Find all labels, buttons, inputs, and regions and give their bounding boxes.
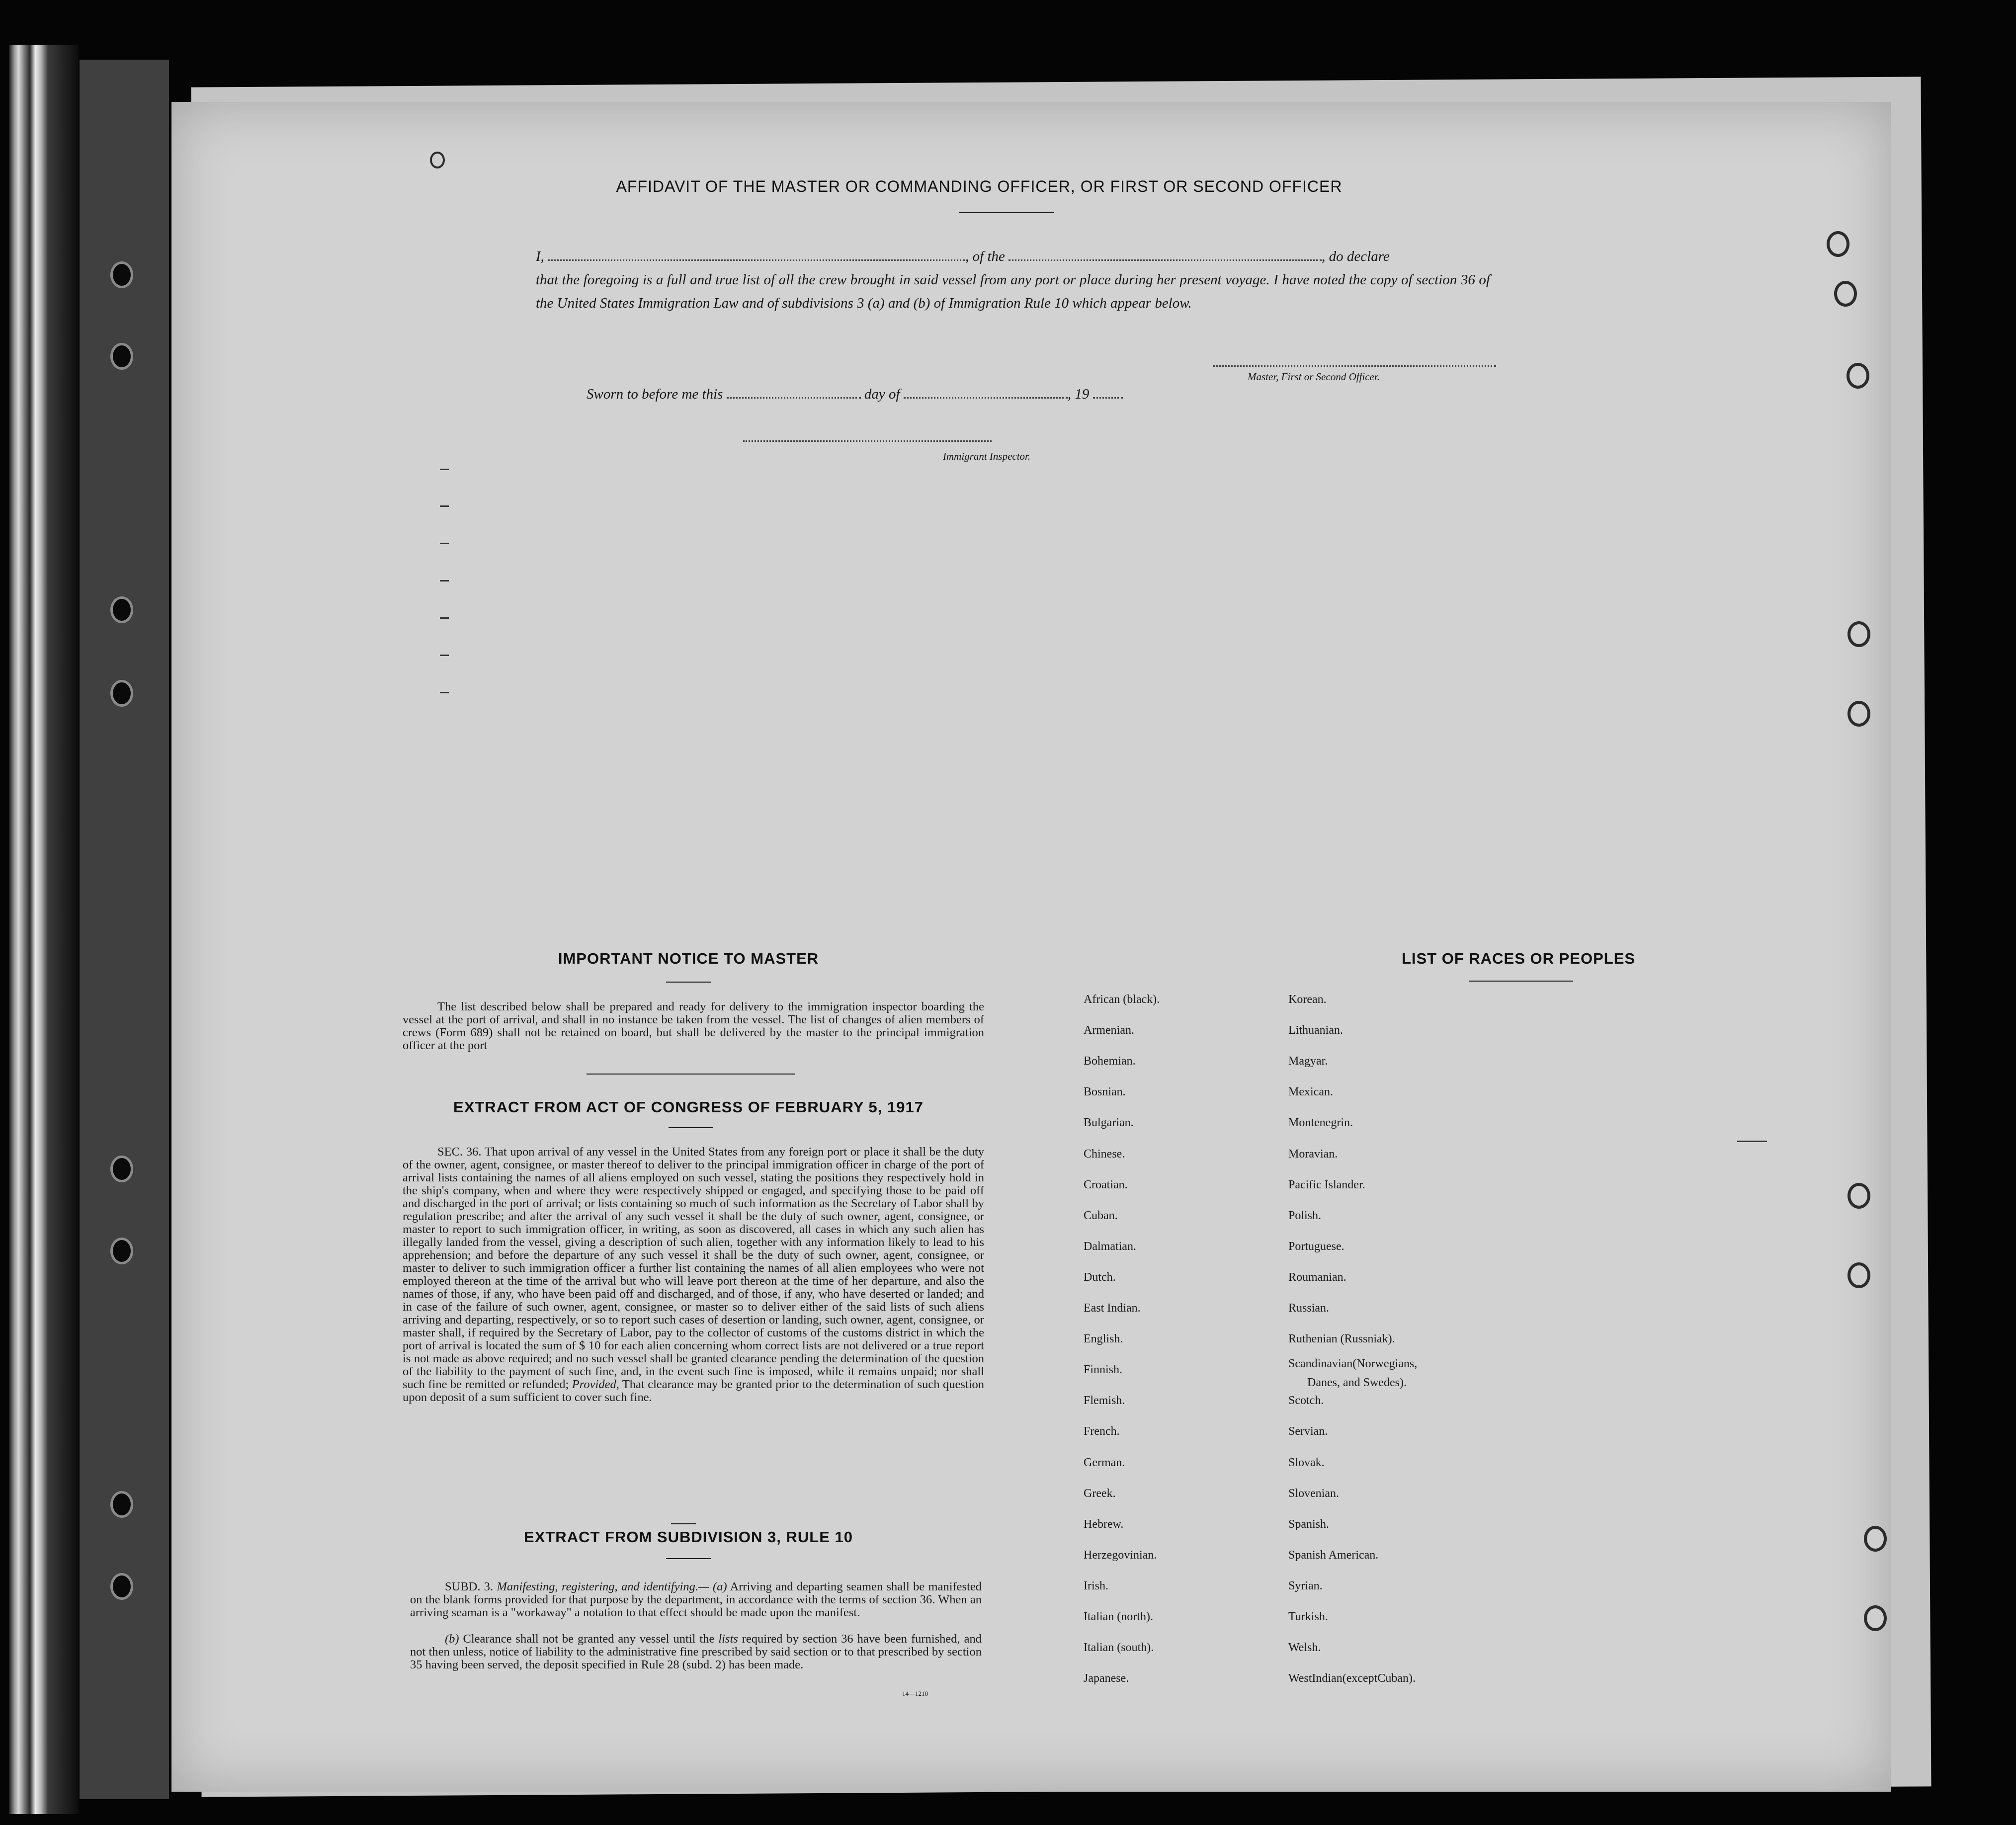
sworn-line [587, 386, 1123, 403]
act-title: EXTRACT FROM ACT OF CONGRESS OF FEBRUARY 5, 1917 [453, 1098, 924, 1116]
year-prefix: , 19 [1067, 386, 1090, 402]
punch-ring [1847, 363, 1869, 389]
punch-ring [1827, 231, 1849, 257]
race-entry: WestIndian(exceptCuban). [1288, 1672, 1416, 1685]
subd-a-text: Arriving and departing seamen shall be manifested on the blank forms provided for that purpose by the department, in accordance with the terms of section 36. When an arriving seaman is a "workaway" a notation to that effect should be made upon the manifest. [410, 1580, 982, 1619]
act-section-36 [403, 1146, 984, 1404]
form-sheet [171, 102, 1891, 1792]
section-text-end: That clearance may be granted prior to the determination of such question upon deposit of a sum sufficient to cover such fine. [403, 1378, 985, 1404]
race-entry: Slovenian. [1288, 1487, 1339, 1500]
affidavit-body: that the foregoing is a full and true list of all the crew brought in said vessel from any port or place during her present voyage. I have noted the copy of section 36 of the United States Immigration Law and of subdivisions 3 (a) and (b) of Immigration Rule 10 which appear below. [536, 272, 1490, 311]
race-entry: Syrian. [1288, 1579, 1323, 1592]
sworn-year-field[interactable] [1093, 397, 1123, 399]
binder-hole [110, 261, 133, 288]
rule-title: EXTRACT FROM SUBDIVISION 3, RULE 10 [524, 1528, 853, 1546]
race-entry: Welsh. [1288, 1641, 1321, 1655]
notice-title: IMPORTANT NOTICE TO MASTER [558, 950, 819, 967]
race-entry: Cuban. [1084, 1209, 1118, 1222]
sworn-text: Sworn to before me this [587, 386, 723, 402]
form-number: 14—1210 [902, 1690, 928, 1697]
margin-dash [440, 692, 449, 693]
subd-b-label: (b) [445, 1632, 459, 1646]
binder-hole [110, 680, 133, 707]
race-entry: Pacific Islander. [1288, 1178, 1365, 1191]
race-entry: Chinese. [1084, 1147, 1125, 1161]
notice-text: The list described below shall be prepared and ready for delivery to the immigration inspector boarding the vessel at the port of arrival, and shall in no instance be taken from the vessel. The list of changes of alien members of crews (Form 689) shall not be retained on board, but shall be delivered by the master to the principal immigration officer at the port [403, 1000, 984, 1052]
race-entry: African (black). [1084, 993, 1160, 1006]
race-entry: Polish. [1288, 1209, 1322, 1222]
race-entry: Russian. [1288, 1302, 1330, 1315]
punch-ring [1834, 281, 1857, 307]
punch-ring [1864, 1526, 1887, 1552]
race-entry: Armenian. [1084, 1024, 1134, 1037]
race-entry: Korean. [1288, 993, 1327, 1006]
punch-ring [1848, 1183, 1870, 1209]
race-entry: Japanese. [1084, 1672, 1129, 1685]
declarant-name-field[interactable] [548, 259, 965, 261]
inspector-label: Immigrant Inspector. [943, 450, 1031, 462]
subd-heading: Manifesting, registering, and identifying.— (a) [497, 1580, 727, 1593]
race-entry: Greek. [1084, 1487, 1116, 1500]
rule-underline [666, 1558, 711, 1559]
declare-text: , do declare [1322, 249, 1390, 264]
officer-signature-line[interactable] [1213, 365, 1496, 367]
margin-dash [440, 655, 449, 656]
race-entry: Herzegovinian. [1084, 1548, 1157, 1562]
race-entry: Bulgarian. [1084, 1116, 1134, 1130]
affidavit-title: AFFIDAVIT OF THE MASTER OR COMMANDING OFFICER, OR FIRST OR SECOND OFFICER [616, 177, 1343, 195]
margin-dash [440, 580, 449, 581]
race-entry: German. [1084, 1456, 1125, 1469]
race-entry: Scandinavian(Norwegians, [1288, 1357, 1418, 1371]
sworn-day-field[interactable] [727, 397, 861, 399]
race-entry: Croatian. [1084, 1178, 1128, 1191]
act-underline [669, 1127, 713, 1128]
sworn-month-field[interactable] [904, 397, 1068, 399]
race-entry: English. [1084, 1332, 1123, 1346]
margin-dash [440, 617, 449, 619]
races-underline [1469, 981, 1573, 982]
race-entry: Dalmatian. [1084, 1240, 1136, 1253]
vessel-prefix: , of the [965, 249, 1005, 264]
race-entry: Finnish. [1084, 1363, 1123, 1377]
race-entry: Portuguese. [1288, 1240, 1344, 1253]
margin-dash [440, 505, 449, 507]
race-entry: Bosnian. [1084, 1085, 1126, 1099]
race-entry: Montenegrin. [1288, 1116, 1353, 1130]
rule-subdivision-a [410, 1580, 982, 1619]
subd-label: SUBD. 3. [445, 1580, 494, 1593]
subd-b-text-pre: Clearance shall not be granted any vessel until the [463, 1632, 715, 1646]
race-entry: Hebrew. [1084, 1517, 1124, 1531]
section-divider [671, 1523, 696, 1524]
day-of-text: day of [864, 386, 900, 402]
race-entry: French. [1084, 1425, 1120, 1438]
punch-ring [1848, 1262, 1870, 1288]
section-divider [587, 1074, 795, 1075]
margin-dash [440, 543, 449, 544]
binder-spine [9, 45, 79, 1814]
race-entry: Turkish. [1288, 1610, 1328, 1623]
binder-hole [110, 1238, 133, 1264]
race-entry: Scotch. [1288, 1394, 1324, 1408]
margin-dash [1737, 1141, 1767, 1142]
title-underline [959, 212, 1054, 213]
race-entry: Bohemian. [1084, 1055, 1136, 1068]
race-entry: Magyar. [1288, 1055, 1328, 1068]
vessel-name-field[interactable] [1008, 259, 1322, 261]
race-entry: Italian (south). [1084, 1641, 1154, 1655]
declarant-prefix: I, [536, 249, 544, 264]
punch-ring [430, 152, 445, 168]
race-entry: Moravian. [1288, 1147, 1338, 1161]
binder-hole [110, 1491, 133, 1518]
race-entry: Irish. [1084, 1579, 1108, 1592]
race-entry: Ruthenian (Russniak). [1288, 1332, 1395, 1346]
rule-subdivision-b [410, 1633, 982, 1671]
race-entry: Spanish American. [1288, 1548, 1379, 1562]
binder-hole [110, 343, 133, 370]
binder-hole [110, 1156, 133, 1182]
race-entry: Mexican. [1288, 1085, 1333, 1099]
race-entry: Danes, and Swedes). [1307, 1376, 1407, 1390]
lists-word: lists [718, 1632, 738, 1646]
binder-hole [110, 596, 133, 623]
officer-label: Master, First or Second Officer. [1248, 371, 1380, 383]
binder-hole [110, 1573, 133, 1600]
races-title: LIST OF RACES OR PEOPLES [1401, 950, 1636, 967]
race-entry: Spanish. [1288, 1517, 1330, 1531]
section-text: That upon arrival of any vessel in the United States from any foreign port or place it shall be the duty of the owner, agent, consignee, or master thereof to deliver to the principal immigration officer in charge of the port of arrival lists containing the names of all aliens employed on such vessel, stating the positions they respectively hold in the ship's company, when and where they were respectively shipped or engaged, and specifying those to be paid off and discharged in the port of arrival; or lists containing so much of such information as the Secretary of Labor shall by regulation prescribe; and after the arrival of any such vessel it shall be the duty of such owner, agent, consignee, or master to report to such immigration officer, in writing, as soon as discovered, all cases in which any such alien has illegally landed from the vessel, giving a description of such alien, together with any information likely to lead to his apprehension; and before the departure of any such vessel it shall be the duty of such owner, agent, consignee, or master to deliver to such immigration officer a further list containing the names of all alien employees who were not employed thereon at the time of the arrival but who will leave port thereon at the time of her departure, and also the names of those, if any, who have been paid off and discharged, and of those, if any, who have deserted or landed; and in case of the failure of such owner, agent, consignee, or master so to deliver either of the said lists of such aliens arriving and departing, respectively, or so to report such cases of desertion or landing, such owner, agent, consignee, or master shall, if required by the Secretary of Labor, pay to the collector of customs of the customs district in which the port of arrival is located the sum of $ 10 for each alien concerning whom correct lists are not delivered or a true report is not made as above required; and no such vessel shall be granted clearance pending the determination of the question of the liability to the payment of such fine, and, in the event such fine is imposed, while it remains unpaid; nor shall such fine be remitted or refunded; [403, 1145, 984, 1391]
notice-underline [666, 982, 711, 983]
race-entry: Lithuanian. [1288, 1024, 1343, 1037]
subd-b-text-post: required by section 36 have been furnished, and not then unless, notice of liability to the administrative fine prescribed by said section or to that prescribed by section 35 having been served, the deposit specified in Rule 28 (subd. 2) has been made. [410, 1632, 982, 1671]
affidavit-declaration [536, 245, 1490, 315]
section-label: SEC. 36. [437, 1145, 482, 1159]
race-entry: East Indian. [1084, 1302, 1141, 1315]
punch-ring [1848, 621, 1870, 647]
race-entry: Flemish. [1084, 1394, 1125, 1408]
race-entry: Italian (north). [1084, 1610, 1153, 1623]
margin-dash [440, 469, 449, 470]
race-entry: Dutch. [1084, 1270, 1116, 1284]
inspector-signature-line[interactable] [743, 440, 992, 442]
punch-ring [1848, 701, 1870, 727]
provided-label: Provided, [572, 1378, 619, 1391]
page-stub [80, 60, 169, 1799]
race-entry: Slovak. [1288, 1456, 1325, 1469]
race-entry: Servian. [1288, 1425, 1328, 1438]
race-entry: Roumanian. [1288, 1270, 1346, 1284]
punch-ring [1864, 1605, 1887, 1631]
